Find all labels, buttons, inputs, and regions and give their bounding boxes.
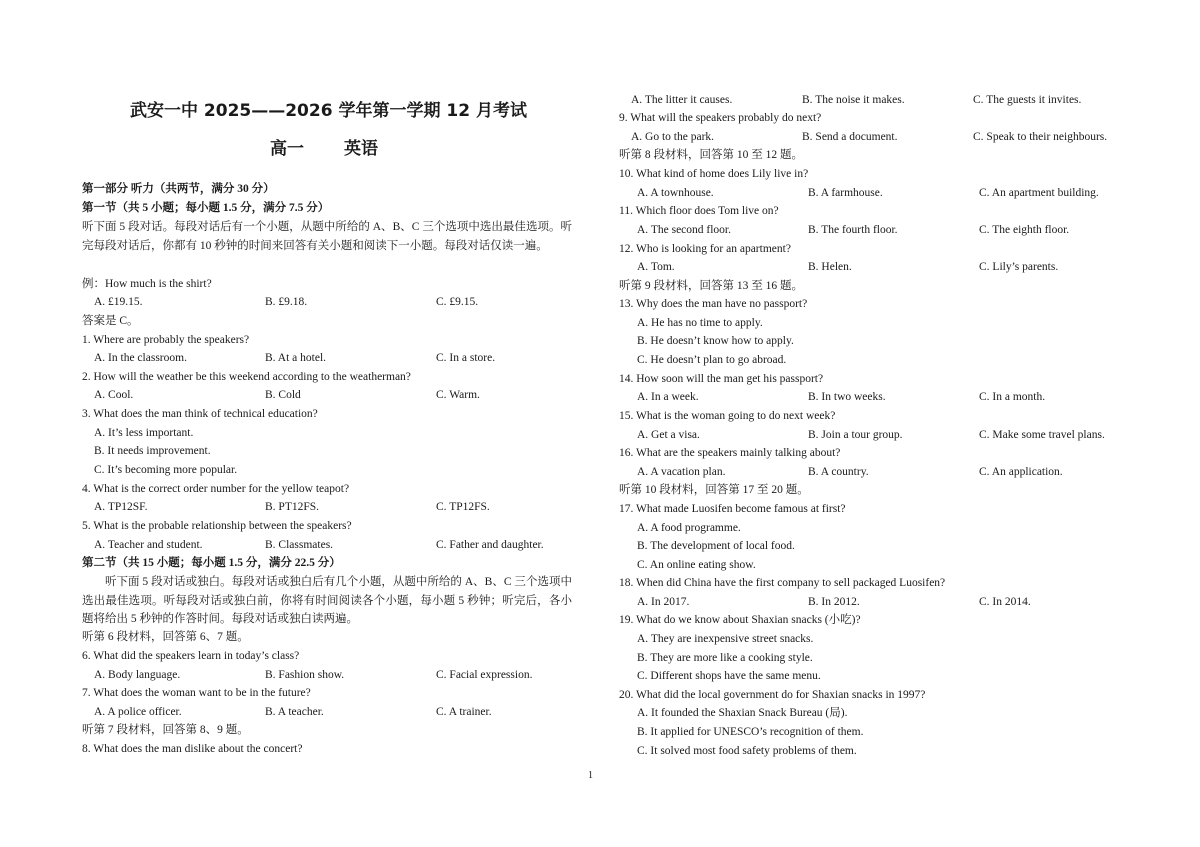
option-c: C. The eighth floor. — [979, 224, 1070, 236]
option-c: C. In a store. — [436, 352, 496, 364]
question-17-option-b: B. The development of local food. — [637, 540, 795, 552]
option-c: C. Speak to their neighbours. — [973, 131, 1108, 143]
question-18-options — [637, 595, 1127, 609]
option-a: A. Body language. — [94, 669, 181, 681]
question-13-option-c: C. He doesn’t plan to go abroad. — [637, 354, 787, 366]
material-9-note: 听第 9 段材料，回答第 13 至 16 题。 — [619, 280, 803, 292]
material-10-note: 听第 10 段材料，回答第 17 至 20 题。 — [619, 484, 809, 496]
option-a: A. Tom. — [637, 261, 675, 273]
question-1-options — [94, 351, 584, 365]
option-b: B. A teacher. — [265, 706, 324, 718]
question-15-options — [637, 428, 1127, 442]
question-13-option-b: B. He doesn’t know how to apply. — [637, 335, 794, 347]
question-14: 14. How soon will the man get his passport? — [619, 373, 824, 385]
example-options — [94, 295, 584, 309]
option-a: A. A police officer. — [94, 706, 182, 718]
question-5-options — [94, 538, 584, 552]
material-7-note: 听第 7 段材料，回答第 8、9 题。 — [82, 724, 249, 736]
question-8: 8. What does the man dislike about the concert? — [82, 743, 303, 755]
option-b: B. In two weeks. — [808, 391, 886, 403]
option-c: C. In 2014. — [979, 596, 1031, 608]
option-c: C. TP12FS. — [436, 501, 490, 513]
option-a: A. In 2017. — [637, 596, 690, 608]
question-20: 20. What did the local government do for Shaxian snacks in 1997? — [619, 689, 926, 701]
exam-title: 武安一中 2025——2026 学年第一学期 12 月考试 — [130, 101, 527, 121]
option-b: B. Helen. — [808, 261, 852, 273]
question-5: 5. What is the probable relationship between the speakers? — [82, 520, 352, 532]
option-a: A. In a week. — [637, 391, 699, 403]
question-6: 6. What did the speakers learn in today’s class? — [82, 650, 300, 662]
question-2-options — [94, 388, 584, 402]
option-a: A. TP12SF. — [94, 501, 148, 513]
material-8-note: 听第 8 段材料，回答第 10 至 12 题。 — [619, 149, 803, 161]
option-a: A. The litter it causes. — [631, 94, 733, 106]
question-17-option-c: C. An online eating show. — [637, 559, 756, 571]
question-3-option-b: B. It needs improvement. — [94, 445, 211, 457]
question-3-option-c: C. It’s becoming more popular. — [94, 464, 238, 476]
question-13: 13. Why does the man have no passport? — [619, 298, 808, 310]
option-c: C. An apartment building. — [979, 187, 1099, 199]
question-7-options — [94, 705, 584, 719]
option-c: C. Make some travel plans. — [979, 429, 1105, 441]
option-b: B. Cold — [265, 389, 301, 401]
page-number: 1 — [588, 770, 593, 781]
question-3-option-a: A. It’s less important. — [94, 427, 194, 439]
question-19-option-b: B. They are more like a cooking style. — [637, 652, 813, 664]
option-b: B. The noise it makes. — [802, 94, 905, 106]
option-c: C. £9.15. — [436, 296, 479, 308]
question-18: 18. When did China have the first company to sell packaged Luosifen? — [619, 577, 946, 589]
question-9: 9. What will the speakers probably do next? — [619, 112, 822, 124]
option-b: B. Classmates. — [265, 539, 334, 551]
option-c: C. Father and daughter. — [436, 539, 544, 551]
question-12: 12. Who is looking for an apartment? — [619, 243, 791, 255]
question-19-option-c: C. Different shops have the same menu. — [637, 670, 821, 682]
question-19-option-a: A. They are inexpensive street snacks. — [637, 633, 814, 645]
question-1: 1. Where are probably the speakers? — [82, 334, 250, 346]
question-2: 2. How will the weather be this weekend according to the weatherman? — [82, 371, 411, 383]
option-a: A. Cool. — [94, 389, 134, 401]
material-6-note: 听第 6 段材料，回答第 6、7 题。 — [82, 631, 249, 643]
option-a: A. Get a visa. — [637, 429, 700, 441]
question-4: 4. What is the correct order number for the yellow teapot? — [82, 483, 350, 495]
question-17-option-a: A. A food programme. — [637, 522, 741, 534]
option-c: C. In a month. — [979, 391, 1046, 403]
section2-heading: 第二节（共 15 小题；每小题 1.5 分，满分 22.5 分） — [82, 557, 341, 569]
option-b: B. A country. — [808, 466, 869, 478]
option-b: B. At a hotel. — [265, 352, 327, 364]
question-14-options — [637, 390, 1127, 404]
question-11: 11. Which floor does Tom live on? — [619, 205, 779, 217]
option-b: B. The fourth floor. — [808, 224, 898, 236]
option-c: C. The guests it invites. — [973, 94, 1082, 106]
option-a: A. £19.15. — [94, 296, 143, 308]
question-16: 16. What are the speakers mainly talking about? — [619, 447, 841, 459]
question-9-options — [631, 130, 1121, 144]
question-10: 10. What kind of home does Lily live in? — [619, 168, 809, 180]
question-20-option-b: B. It applied for UNESCO’s recognition of them. — [637, 726, 864, 738]
question-20-option-a: A. It founded the Shaxian Snack Bureau (局). — [637, 707, 848, 719]
question-20-option-c: C. It solved most food safety problems of them. — [637, 745, 857, 757]
question-8-options — [631, 93, 1121, 107]
grade-label: 高一 — [270, 139, 304, 159]
part1-heading: 第一部分 听力（共两节，满分 30 分） — [82, 183, 275, 195]
option-c: C. An application. — [979, 466, 1063, 478]
option-a: A. The second floor. — [637, 224, 732, 236]
option-c: C. Lily’s parents. — [979, 261, 1059, 273]
option-c: C. Warm. — [436, 389, 480, 401]
option-b: B. £9.18. — [265, 296, 308, 308]
question-19: 19. What do we know about Shaxian snacks (小吃)? — [619, 614, 861, 626]
question-16-options — [637, 465, 1127, 479]
section1-instructions: 听下面 5 段对话。每段对话后有一个小题，从题中所给的 A、B、C 三个选项中选出最佳选项。听完每段对话后，你都有 10 秒钟的时间来回答有关小题和阅读下一小题。每段对话仅读一遍。 — [82, 221, 572, 252]
option-a: A. In the classroom. — [94, 352, 187, 364]
example-answer: 答案是 C。 — [82, 315, 139, 327]
option-c: C. Facial expression. — [436, 669, 533, 681]
question-10-options — [637, 186, 1127, 200]
option-a: A. Teacher and student. — [94, 539, 203, 551]
question-12-options — [637, 260, 1127, 274]
question-7: 7. What does the woman want to be in the future? — [82, 687, 311, 699]
section1-heading: 第一节（共 5 小题；每小题 1.5 分，满分 7.5 分） — [82, 202, 330, 214]
question-11-options — [637, 223, 1127, 237]
option-b: B. Send a document. — [802, 131, 898, 143]
option-c: C. A trainer. — [436, 706, 492, 718]
question-4-options — [94, 500, 584, 514]
question-6-options — [94, 668, 584, 682]
option-b: B. PT12FS. — [265, 501, 320, 513]
option-b: B. Fashion show. — [265, 669, 345, 681]
option-a: A. Go to the park. — [631, 131, 715, 143]
subject-label: 英语 — [344, 139, 378, 159]
question-13-option-a: A. He has no time to apply. — [637, 317, 763, 329]
option-a: A. A vacation plan. — [637, 466, 726, 478]
option-b: B. Join a tour group. — [808, 429, 903, 441]
question-15: 15. What is the woman going to do next week? — [619, 410, 836, 422]
option-a: A. A townhouse. — [637, 187, 714, 199]
exam-subtitle — [270, 134, 378, 159]
example-question: 例：How much is the shirt? — [82, 278, 212, 290]
question-3: 3. What does the man think of technical education? — [82, 408, 318, 420]
section2-instructions: 听下面 5 段对话或独白。每段对话或独白后有几个小题，从题中所给的 A、B、C 三个选项中选出最佳选项。听每段对话或独白前，你将有时间阅读各个小题，每小题 5 秒钟；听完后，各小题将给出 5 秒钟的作答时间。每段对话或独白读两遍。 — [82, 576, 572, 625]
question-17: 17. What made Luosifen become famous at first? — [619, 503, 846, 515]
option-b: B. In 2012. — [808, 596, 860, 608]
option-b: B. A farmhouse. — [808, 187, 883, 199]
